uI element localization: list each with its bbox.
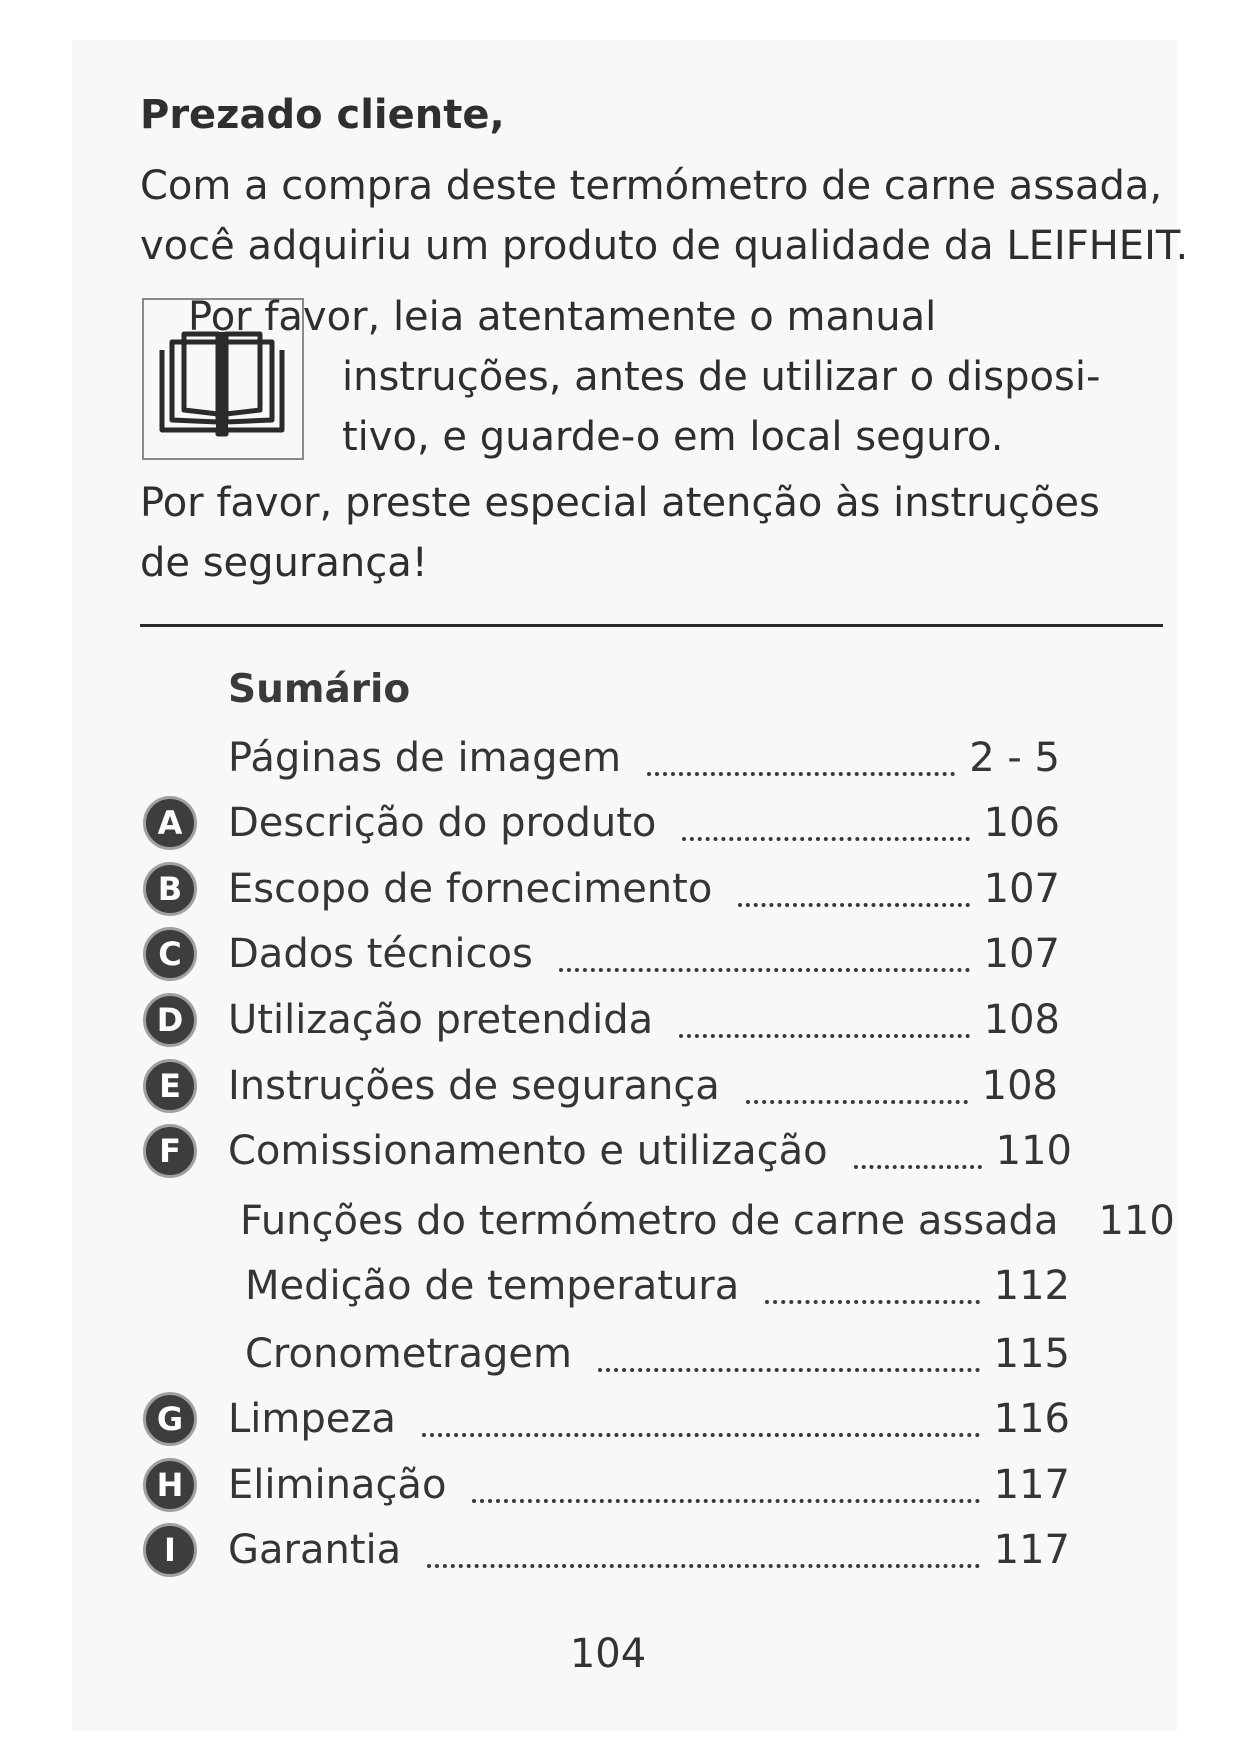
toc-entry	[228, 1119, 1072, 1183]
toc-entry	[228, 726, 1060, 790]
toc-entry-page: 106	[983, 800, 1060, 846]
toc-entry-label: Cronometragem	[245, 1331, 572, 1377]
toc-entry-label: Descrição do produto	[228, 800, 657, 846]
toc-entry-page: 112	[993, 1263, 1070, 1309]
toc-entry	[228, 1054, 1058, 1118]
toc-entry	[245, 1254, 1070, 1318]
toc-entry-page: 108	[981, 1063, 1058, 1109]
dot-leader	[854, 1165, 982, 1169]
section-badge: H	[143, 1458, 197, 1512]
toc-entry-label: Instruções de segurança	[228, 1063, 720, 1109]
toc-entry-page: 108	[983, 997, 1060, 1043]
toc-entry-label: Escopo de fornecimento	[228, 866, 713, 912]
toc-entry	[228, 1387, 1070, 1451]
toc-item[interactable]	[0, 1518, 1241, 1582]
toc-item[interactable]	[0, 1387, 1241, 1451]
toc-entry-page: 110	[1098, 1198, 1175, 1244]
toc-item[interactable]	[0, 726, 1241, 790]
toc-item[interactable]	[0, 1254, 1241, 1318]
section-badge: F	[143, 1124, 197, 1178]
dot-leader	[559, 968, 970, 972]
toc-entry	[228, 791, 1060, 855]
dot-leader	[738, 903, 969, 907]
manual-note-line: Por favor, leia atentamente o manual	[188, 294, 937, 340]
dot-leader	[765, 1300, 979, 1304]
manual-note-line: instruções, antes de utilizar o disposi-	[342, 354, 1101, 400]
greeting-heading: Prezado cliente,	[140, 92, 505, 138]
toc-item[interactable]	[0, 922, 1241, 986]
toc-entry-label: Eliminação	[228, 1462, 447, 1508]
dot-leader	[682, 837, 969, 841]
section-divider	[140, 624, 1163, 627]
toc-entry-label: Garantia	[228, 1527, 402, 1573]
section-badge: B	[143, 862, 197, 916]
safety-paragraph	[140, 473, 1100, 593]
toc-entry-page: 107	[983, 866, 1060, 912]
toc-entry-page: 117	[993, 1527, 1070, 1573]
toc-entry-page: 2 - 5	[969, 735, 1060, 781]
toc-entry	[228, 988, 1060, 1052]
section-badge: G	[143, 1392, 197, 1446]
toc-entry-page: 110	[995, 1128, 1072, 1174]
toc-entry-page: 116	[993, 1396, 1070, 1442]
toc-item[interactable]	[0, 1054, 1241, 1118]
section-badge: C	[143, 927, 197, 981]
toc-entry-label: Medição de temperatura	[245, 1263, 740, 1309]
toc-entry	[240, 1189, 1175, 1253]
safety-line: de segurança!	[140, 540, 428, 586]
section-badge: E	[143, 1059, 197, 1113]
dot-leader	[427, 1564, 980, 1568]
toc-entry-label: Comissionamento e utilização	[228, 1128, 828, 1174]
toc-entry-page: 107	[983, 931, 1060, 977]
toc-title: Sumário	[228, 667, 411, 712]
intro-paragraph	[140, 156, 1188, 276]
toc-entry-label: Dados técnicos	[228, 931, 533, 977]
toc-item[interactable]	[0, 857, 1241, 921]
intro-line: você adquiriu um produto de qualidade da LEIFHEIT.	[140, 223, 1189, 269]
toc-entry	[228, 1453, 1070, 1517]
section-badge: I	[143, 1523, 197, 1577]
section-badge: A	[143, 796, 197, 850]
toc-entry-label: Utilização pretendida	[228, 997, 654, 1043]
dot-leader	[598, 1368, 980, 1372]
dot-leader	[679, 1034, 970, 1038]
section-badge: D	[143, 993, 197, 1047]
dot-leader	[647, 772, 955, 776]
toc-item[interactable]	[0, 791, 1241, 855]
toc-entry-page: 115	[993, 1331, 1070, 1377]
safety-line: Por favor, preste especial atenção às instruções	[140, 480, 1100, 526]
toc-entry	[245, 1322, 1070, 1386]
toc-entry-label: Funções do termómetro de carne assada	[240, 1198, 1059, 1244]
toc-item[interactable]	[0, 1119, 1241, 1183]
toc-item[interactable]	[0, 988, 1241, 1052]
dot-leader	[472, 1499, 979, 1503]
toc-entry-label: Páginas de imagem	[228, 735, 622, 781]
toc-entry-page: 117	[993, 1462, 1070, 1508]
dot-leader	[422, 1433, 980, 1437]
toc-entry	[228, 922, 1060, 986]
toc-entry	[228, 1518, 1070, 1582]
toc-item[interactable]	[0, 1453, 1241, 1517]
manual-note-line: tivo, e guarde-o em local seguro.	[342, 414, 1004, 460]
toc-entry-label: Limpeza	[228, 1396, 396, 1442]
page-number: 104	[569, 1631, 647, 1677]
intro-line: Com a compra deste termómetro de carne assada,	[140, 163, 1163, 209]
dot-leader	[746, 1100, 968, 1104]
toc-item[interactable]	[0, 1189, 1241, 1253]
manual-note-paragraph	[188, 287, 1100, 467]
toc-entry	[228, 857, 1060, 921]
toc-item[interactable]	[0, 1322, 1241, 1386]
